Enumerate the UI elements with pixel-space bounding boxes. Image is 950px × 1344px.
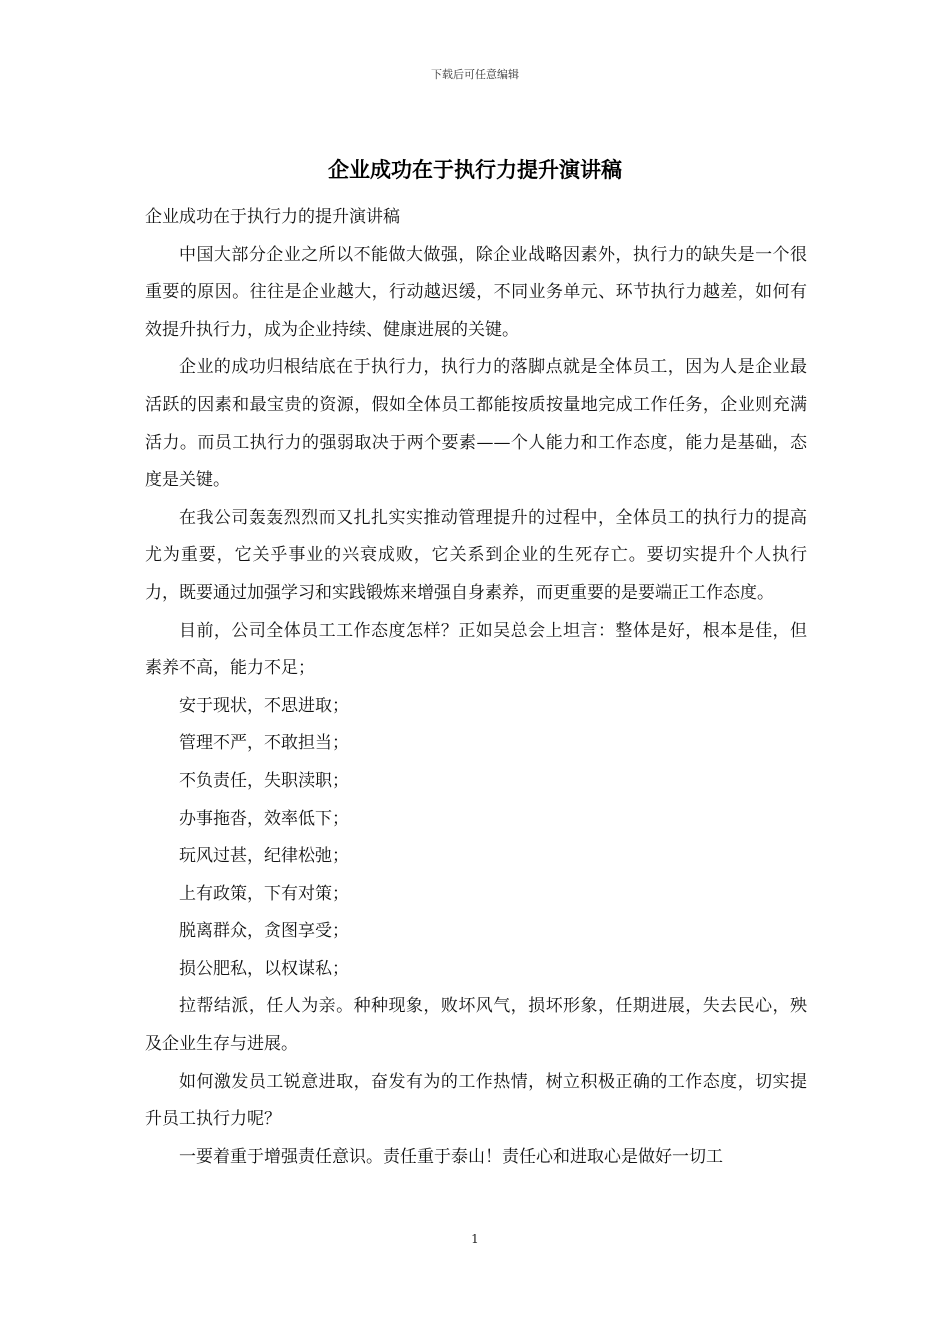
list-item: 不负责任，失职渎职； [179, 770, 349, 791]
list-item: 损公肥私，以权谋私； [179, 958, 349, 979]
list-item: 管理不严，不敢担当； [179, 733, 349, 754]
list-item: 办事拖沓，效率低下； [179, 808, 349, 829]
paragraph: 企业的成功归根结底在于执行力，执行力的落脚点就是全体员工，因为人是企业最活跃的因素和最宝贵的资源，假如全体员工都能按质按量地完成工作任务，企业则充满活力。而员工执行力的强弱取决于两个要素——个人能力和工作态度，能力是基础，态度是关键。 [145, 357, 807, 491]
page-number: 1 [471, 1232, 479, 1246]
list-item: 脱离群众，贪图享受； [179, 921, 349, 942]
document-subtitle: 企业成功在于执行力的提升演讲稿 [145, 207, 400, 227]
paragraph: 如何激发员工锐意进取，奋发有为的工作热情，树立积极正确的工作态度，切实提升员工执行力呢？ [145, 1071, 807, 1130]
list-item: 安于现状，不思进取； [179, 695, 349, 716]
document-title: 企业成功在于执行力提升演讲稿 [328, 157, 622, 182]
paragraph: 一要着重于增强责任意识。责任重于泰山！责任心和进取心是做好一切工 [179, 1146, 723, 1167]
list-item: 上有政策，下有对策； [179, 883, 349, 904]
paragraph: 中国大部分企业之所以不能做大做强，除企业战略因素外，执行力的缺失是一个很重要的原因。往往是企业越大，行动越迟缓，不同业务单元、环节执行力越差，如何有效提升执行力，成为企业持续、健康进展的关键。 [145, 244, 807, 340]
paragraph: 在我公司轰轰烈烈而又扎扎实实推动管理提升的过程中，全体员工的执行力的提高尤为重要，它关乎事业的兴衰成败，它关系到企业的生死存亡。要切实提升个人执行力，既要通过加强学习和实践锻炼来增强自身素养，而更重要的是要端正工作态度。 [145, 507, 807, 603]
paragraph: 目前，公司全体员工工作态度怎样？正如吴总会上坦言：整体是好，根本是佳，但素养不高，能力不足； [145, 620, 807, 679]
list-item: 玩风过甚，纪律松弛； [179, 846, 349, 867]
paragraph: 拉帮结派，任人为亲。种种现象，败坏风气，损坏形象，任期进展，失去民心，殃及企业生存与进展。 [145, 996, 807, 1055]
page-header-note: 下载后可任意编辑 [431, 68, 519, 81]
document-body [145, 199, 807, 1176]
